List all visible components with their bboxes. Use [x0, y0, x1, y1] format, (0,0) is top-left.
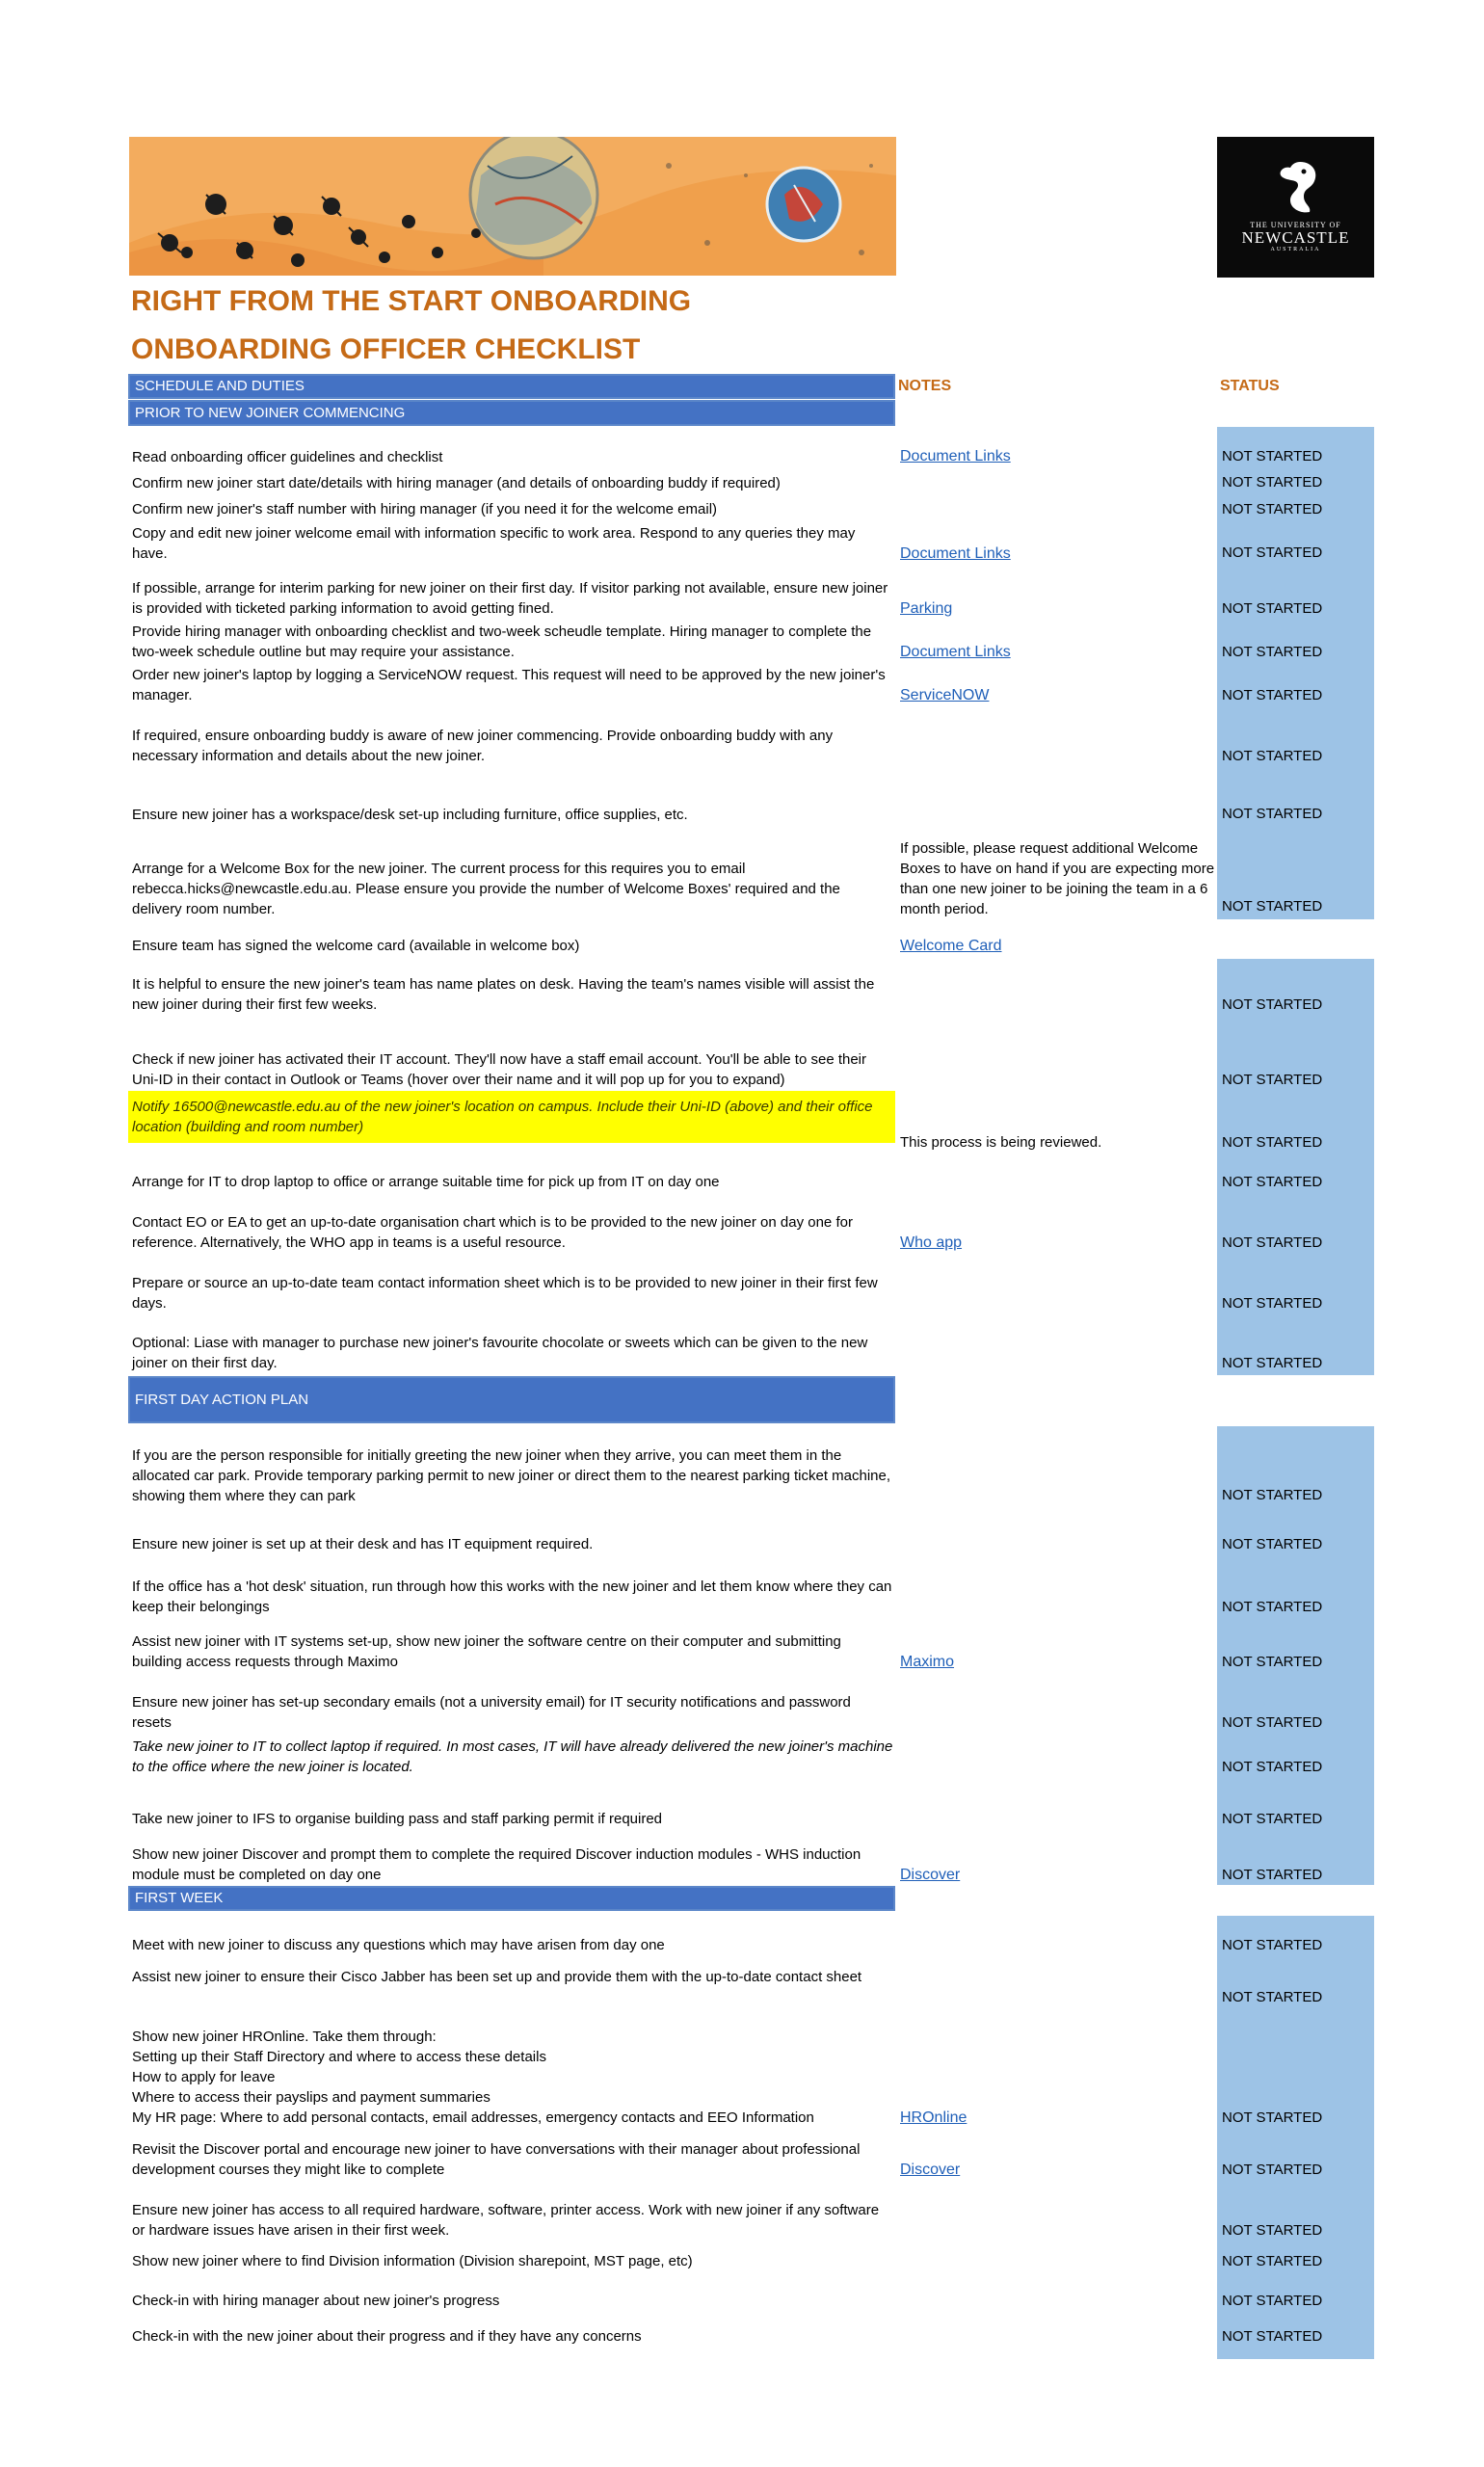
status-value: NOT STARTED	[1222, 1295, 1323, 1312]
task-row: Ensure team has signed the welcome card (available in welcome box)	[132, 938, 580, 954]
task-row: Ensure new joiner has access to all required hardware, software, printer access. Work with new joiner if any software or hardware issues have arisen in their first week.	[132, 2202, 880, 2239]
task-row: Assist new joiner with IT systems set-up, show new joiner the software centre on their computer and submitting building access requests through Maximo	[132, 1633, 841, 1670]
task-row: Optional: Liase with manager to purchase new joiner's favourite chocolate or sweets which can be given to the new joiner on their first day.	[132, 1335, 868, 1371]
task-row: Read onboarding officer guidelines and checklist	[132, 449, 443, 465]
page-title: RIGHT FROM THE START ONBOARDING	[131, 285, 692, 317]
status-value: NOT STARTED	[1222, 687, 1323, 703]
logo-text-line2: NEWCASTLE	[1241, 228, 1350, 248]
logo-text-line1: THE UNIVERSITY OF	[1250, 221, 1341, 229]
status-value: NOT STARTED	[1222, 1811, 1323, 1827]
parking-link[interactable]: Parking	[900, 600, 953, 617]
discover-link[interactable]: Discover	[900, 2162, 961, 2178]
status-value: NOT STARTED	[1222, 996, 1323, 1013]
status-value: NOT STARTED	[1222, 898, 1323, 915]
task-row: Confirm new joiner's staff number with hiring manager (if you need it for the welcome email)	[132, 501, 718, 517]
discover-link[interactable]: Discover	[900, 1867, 961, 1883]
banner-artwork-image	[129, 137, 896, 276]
status-value: NOT STARTED	[1222, 2222, 1323, 2239]
task-row: Contact EO or EA to get an up-to-date organisation chart which is to be provided to the new joiner on day one for reference. Alternatively, the WHO app in teams is a useful resource.	[132, 1214, 853, 1251]
status-value: NOT STARTED	[1222, 1654, 1323, 1670]
task-row: Meet with new joiner to discuss any questions which may have arisen from day one	[132, 1937, 665, 1953]
status-value: NOT STARTED	[1222, 2109, 1323, 2126]
task-row: Confirm new joiner start date/details with hiring manager (and details of onboarding buddy if required)	[132, 475, 781, 491]
status-value: NOT STARTED	[1222, 1536, 1323, 1552]
status-value: NOT STARTED	[1222, 1599, 1323, 1615]
section-prior-to-commencing: PRIOR TO NEW JOINER COMMENCING	[128, 400, 895, 426]
notes-column-heading: NOTES	[898, 378, 952, 394]
page-subtitle: ONBOARDING OFFICER CHECKLIST	[131, 333, 641, 365]
document-links-link[interactable]: Document Links	[900, 545, 1011, 562]
task-row: Order new joiner's laptop by logging a ServiceNOW request. This request will need to be approved by the new joiner's manager.	[132, 667, 886, 703]
logo-text-line3: AUSTRALIA	[1270, 247, 1321, 253]
status-value: NOT STARTED	[1222, 2253, 1323, 2269]
process-reviewed-note: This process is being reviewed.	[900, 1134, 1102, 1151]
task-row: Check if new joiner has activated their IT account. They'll now have a staff email account. You'll be able to see their Uni-ID in their contact in Outlook or Teams (hover over their name and it will pop up for you to expand)	[132, 1051, 867, 1088]
status-value: NOT STARTED	[1222, 1989, 1323, 2005]
document-links-link[interactable]: Document Links	[900, 644, 1011, 660]
task-row: If required, ensure onboarding buddy is aware of new joiner commencing. Provide onboarding buddy with any necessary information and details about the new joiner.	[132, 728, 834, 764]
status-value: NOT STARTED	[1222, 1174, 1323, 1190]
task-row: Prepare or source an up-to-date team contact information sheet which is to be provided to new joiner in their first few days.	[132, 1275, 878, 1312]
status-value: NOT STARTED	[1222, 600, 1323, 617]
section-first-day: FIRST DAY ACTION PLAN	[128, 1376, 895, 1423]
task-row: Take new joiner to IT to collect laptop if required. In most cases, IT will have already delivered the new joiner's machine to the office where the new joiner is located.	[132, 1738, 893, 1775]
task-row: Show new joiner where to find Division information (Division sharepoint, MST page, etc)	[132, 2253, 693, 2269]
status-value: NOT STARTED	[1222, 1487, 1323, 1503]
task-row: Show new joiner HROnline. Take them through:	[132, 2029, 437, 2045]
status-value: NOT STARTED	[1222, 806, 1323, 822]
section-schedule-duties: SCHEDULE AND DUTIES	[128, 374, 895, 399]
task-row: Take new joiner to IFS to organise building pass and staff parking permit if required	[132, 1811, 663, 1827]
university-logo	[1217, 137, 1374, 278]
status-value: NOT STARTED	[1222, 474, 1323, 491]
section-first-week: FIRST WEEK	[128, 1886, 895, 1911]
task-row: Ensure new joiner is set up at their desk and has IT equipment required.	[132, 1536, 594, 1552]
status-value: NOT STARTED	[1222, 448, 1323, 464]
task-row: Revisit the Discover portal and encourage new joiner to have conversations with their manager about professional development courses they might like to complete	[132, 2141, 861, 2178]
document-links-link[interactable]: Document Links	[900, 448, 1011, 464]
status-value: NOT STARTED	[1222, 1937, 1323, 1953]
task-row: It is helpful to ensure the new joiner's team has name plates on desk. Having the team's names visible will assist the new joiner during their first few weeks.	[132, 976, 875, 1013]
status-value: NOT STARTED	[1222, 1355, 1323, 1371]
task-row: Arrange for a Welcome Box for the new joiner. The current process for this requires you to email rebecca.hicks@newcastle.edu.au. Please ensure you provide the number of Welcome Boxes' required and the delivery room number.	[132, 861, 840, 917]
task-row: Setting up their Staff Directory and where to access these details	[132, 2049, 546, 2065]
task-row-highlighted: Notify 16500@newcastle.edu.au of the new joiner's location on campus. Include their Uni-ID (above) and their office location (building and room number)	[128, 1091, 895, 1143]
status-value: NOT STARTED	[1222, 1072, 1323, 1088]
status-value: NOT STARTED	[1222, 748, 1323, 764]
status-column-heading: STATUS	[1220, 378, 1280, 394]
status-value: NOT STARTED	[1222, 644, 1323, 660]
status-value: NOT STARTED	[1222, 1759, 1323, 1775]
task-row: Show new joiner Discover and prompt them to complete the required Discover induction modules - WHS induction module must be completed on day one	[132, 1846, 861, 1883]
welcome-card-link[interactable]: Welcome Card	[900, 938, 1002, 954]
who-app-link[interactable]: Who app	[900, 1234, 963, 1251]
status-value: NOT STARTED	[1222, 1134, 1323, 1151]
task-row: My HR page: Where to add personal contacts, email addresses, emergency contacts and EEO Information	[132, 2109, 814, 2126]
task-row: Arrange for IT to drop laptop to office or arrange suitable time for pick up from IT on day one	[132, 1174, 720, 1190]
task-row: If the office has a 'hot desk' situation, run through how this works with the new joiner and let them know where they can keep their belongings	[132, 1578, 892, 1615]
hronline-link[interactable]: HROnline	[900, 2109, 967, 2126]
seahorse-logo-icon	[1271, 158, 1321, 214]
maximo-link[interactable]: Maximo	[900, 1654, 955, 1670]
header-banner-artwork	[129, 137, 896, 276]
task-row: Ensure new joiner has set-up secondary emails (not a university email) for IT security notifications and password resets	[132, 1694, 851, 1731]
status-value: NOT STARTED	[1222, 2162, 1323, 2178]
status-value: NOT STARTED	[1222, 2293, 1323, 2309]
task-row: Provide hiring manager with onboarding checklist and two-week scheudle template. Hiring manager to complete the two-week schedule outline but may require your assistance.	[132, 623, 872, 660]
status-value: NOT STARTED	[1222, 501, 1323, 517]
status-value: NOT STARTED	[1222, 1234, 1323, 1251]
status-value: NOT STARTED	[1222, 1714, 1323, 1731]
status-value: NOT STARTED	[1222, 544, 1323, 561]
status-value: NOT STARTED	[1222, 2328, 1323, 2345]
task-row: How to apply for leave	[132, 2069, 276, 2085]
task-row: Check-in with the new joiner about their progress and if they have any concerns	[132, 2328, 642, 2345]
task-row: If possible, arrange for interim parking for new joiner on their first day. If visitor parking not available, ensure new joiner is provided with ticketed parking information to avoid getting fined.	[132, 580, 888, 617]
servicenow-link[interactable]: ServiceNOW	[900, 687, 990, 703]
task-row: Check-in with hiring manager about new joiner's progress	[132, 2293, 500, 2309]
task-row: Copy and edit new joiner welcome email with information specific to work area. Respond to any queries they may have.	[132, 525, 856, 562]
status-value: NOT STARTED	[1222, 1867, 1323, 1883]
welcome-box-note: If possible, please request additional Welcome Boxes to have on hand if you are expecting more than one new joiner to be joining the team in a 6 month period.	[900, 840, 1215, 917]
task-row: Ensure new joiner has a workspace/desk set-up including furniture, office supplies, etc.	[132, 807, 688, 823]
task-row: If you are the person responsible for initially greeting the new joiner when they arrive, you can meet them in the allocated car park. Provide temporary parking permit to new joiner or direct them to the nearest parking ticket machine, showing them where they can park	[132, 1447, 891, 1504]
task-row: Where to access their payslips and payment summaries	[132, 2089, 490, 2106]
task-row: Assist new joiner to ensure their Cisco Jabber has been set up and provide them with the up-to-date contact sheet	[132, 1969, 862, 1985]
